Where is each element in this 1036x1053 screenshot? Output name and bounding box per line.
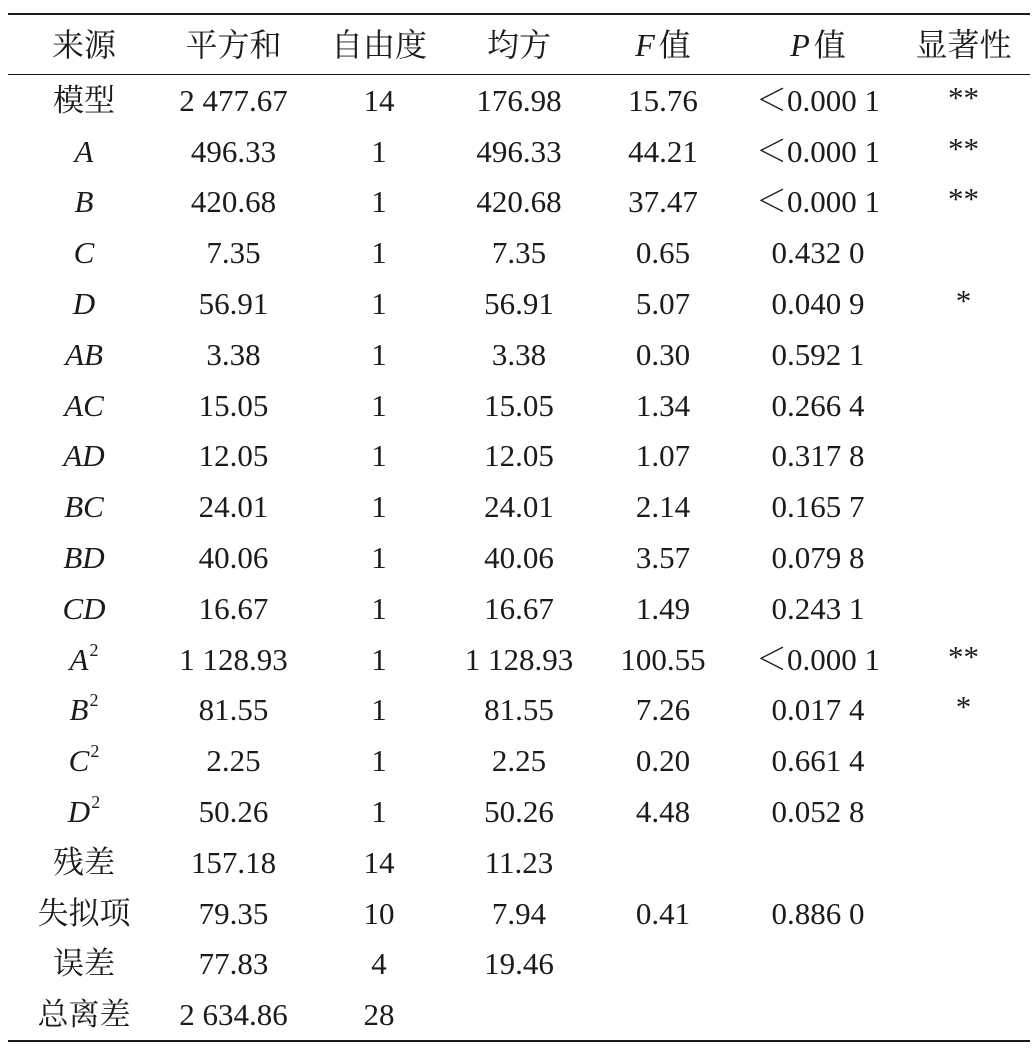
table-row — [8, 685, 1030, 736]
term-label: BC — [64, 489, 104, 525]
cell-sum-of-squares: 496.33 — [190, 133, 277, 169]
source-label: 总离差 — [37, 997, 131, 1033]
header-significance — [897, 26, 1030, 63]
cell-mean-square: 496.33 — [476, 133, 562, 169]
cell-mean-square: 7.35 — [491, 235, 547, 271]
cell-p-value: ＜0.000 1 — [756, 184, 880, 220]
cell-df: 1 — [371, 540, 387, 576]
cell-df: 1 — [371, 336, 387, 372]
term-label: D — [72, 286, 96, 322]
cell-mean-square: 16.67 — [484, 590, 554, 626]
cell-df: 1 — [371, 590, 387, 626]
cell-sum-of-squares: 2 477.67 — [179, 82, 288, 118]
cell-f-value: 0.41 — [635, 895, 691, 931]
cell-df: 1 — [371, 387, 387, 423]
cell-df: 1 — [371, 235, 387, 271]
cell-p-value: 0.317 8 — [771, 438, 865, 474]
cell-p-value: 0.243 1 — [771, 590, 865, 626]
cell-p-value: 0.266 4 — [771, 387, 865, 423]
source-label: 模型 — [53, 82, 115, 118]
cell-sum-of-squares: 56.91 — [198, 286, 269, 322]
cell-f-value: 0.65 — [635, 235, 691, 271]
table-row — [8, 278, 1030, 329]
cell-source — [8, 540, 160, 576]
cell-p-value: 0.017 4 — [771, 692, 865, 728]
table-row — [8, 583, 1030, 634]
cell-mean-square: 24.01 — [484, 489, 554, 525]
cell-mean-square: 420.68 — [476, 184, 562, 220]
term-label: AB — [65, 336, 103, 372]
cell-source — [8, 895, 160, 931]
table-row — [8, 431, 1030, 482]
term-label: B — [69, 692, 89, 728]
cell-p-value: 0.052 8 — [771, 794, 865, 830]
header-mean-square-label: 均方 — [486, 26, 551, 63]
cell-f-value: 1.07 — [635, 438, 691, 474]
cell-f-value: 5.07 — [635, 286, 691, 322]
cell-sum-of-squares: 79.35 — [198, 895, 269, 931]
header-f-symbol: F — [635, 26, 655, 63]
cell-source — [8, 133, 160, 169]
cell-f-value: 0.20 — [635, 743, 691, 779]
cell-f-value: 3.57 — [635, 540, 691, 576]
cell-sum-of-squares: 3.38 — [206, 336, 261, 372]
term-label: C — [73, 235, 95, 271]
cell-mean-square: 50.26 — [484, 794, 554, 830]
source-label: 误差 — [53, 946, 115, 982]
cell-df: 1 — [371, 489, 387, 525]
cell-df: 1 — [371, 184, 387, 220]
header-sum-of-squares-label: 平方和 — [185, 26, 282, 63]
cell-sum-of-squares: 2 634.86 — [179, 997, 288, 1033]
cell-mean-square: 3.38 — [491, 336, 547, 372]
source-label: 失拟项 — [37, 895, 131, 931]
header-df-label: 自由度 — [330, 26, 427, 63]
cell-f-value: 15.76 — [628, 82, 698, 118]
table-row — [8, 786, 1030, 837]
cell-f-value: 37.47 — [628, 184, 698, 220]
cell-source — [8, 741, 160, 779]
cell-p-value: ＜0.000 1 — [756, 133, 880, 169]
cell-source — [8, 946, 160, 982]
cell-mean-square: 2.25 — [491, 743, 547, 779]
cell-sum-of-squares: 2.25 — [206, 743, 261, 779]
cell-p-value: 0.165 7 — [771, 489, 865, 525]
header-sum-of-squares — [160, 26, 307, 63]
cell-sum-of-squares: 77.83 — [198, 946, 269, 982]
term-label: B — [74, 184, 94, 220]
cell-source — [8, 286, 160, 322]
cell-f-value: 1.34 — [635, 387, 691, 423]
term-label: C — [68, 743, 90, 779]
header-p-label: 值 — [813, 26, 846, 63]
cell-p-value: 0.661 4 — [771, 743, 865, 779]
table-body — [8, 75, 1030, 1040]
cell-mean-square: 11.23 — [484, 844, 554, 880]
cell-sum-of-squares: 16.67 — [198, 590, 269, 626]
cell-p-value: 0.079 8 — [771, 540, 865, 576]
cell-source — [8, 184, 160, 220]
table-row — [8, 735, 1030, 786]
cell-df: 1 — [371, 743, 387, 779]
cell-mean-square: 12.05 — [484, 438, 554, 474]
header-f-value — [587, 26, 739, 63]
cell-p-value: 0.886 0 — [771, 895, 865, 931]
cell-sum-of-squares: 15.05 — [198, 387, 269, 423]
term-label: A — [69, 641, 89, 677]
cell-df: 4 — [371, 946, 387, 982]
cell-df: 1 — [371, 438, 387, 474]
cell-source — [8, 792, 160, 830]
cell-p-value: 0.040 9 — [771, 286, 865, 322]
header-p-symbol: P — [790, 26, 810, 63]
cell-df: 1 — [371, 794, 387, 830]
table-row — [8, 177, 1030, 228]
term-label: AC — [64, 387, 104, 423]
cell-source — [8, 438, 160, 474]
term-label: CD — [62, 590, 106, 626]
cell-mean-square: 15.05 — [484, 387, 554, 423]
cell-source — [8, 489, 160, 525]
term-exponent: 2 — [89, 690, 99, 711]
cell-significance: * — [955, 689, 972, 725]
cell-df: 14 — [363, 844, 395, 880]
header-source-label: 来源 — [51, 26, 116, 63]
table-row — [8, 126, 1030, 177]
table-row — [8, 481, 1030, 532]
cell-sum-of-squares: 12.05 — [198, 438, 269, 474]
cell-mean-square: 19.46 — [484, 946, 554, 982]
cell-df: 1 — [371, 692, 387, 728]
table-row — [8, 888, 1030, 939]
cell-source — [8, 639, 160, 677]
cell-df: 28 — [363, 997, 395, 1033]
cell-significance: * — [955, 283, 972, 319]
table-row — [8, 227, 1030, 278]
table-row — [8, 989, 1030, 1040]
cell-sum-of-squares: 7.35 — [206, 235, 261, 271]
table-row — [8, 837, 1030, 888]
cell-f-value: 1.49 — [635, 590, 691, 626]
cell-df: 1 — [371, 133, 387, 169]
cell-df: 1 — [371, 641, 387, 677]
table-row — [8, 939, 1030, 990]
header-significance-label: 显著性 — [915, 26, 1012, 63]
cell-significance: ** — [948, 130, 979, 166]
cell-source — [8, 590, 160, 626]
cell-f-value: 100.55 — [620, 641, 706, 677]
header-p-value — [739, 26, 897, 63]
term-exponent: 2 — [90, 741, 100, 762]
cell-p-value: 0.432 0 — [771, 235, 865, 271]
cell-significance: ** — [948, 181, 979, 217]
header-f-label: 值 — [658, 26, 691, 63]
header-df — [307, 26, 451, 63]
cell-source — [8, 336, 160, 372]
cell-source — [8, 844, 160, 880]
cell-significance: ** — [948, 79, 979, 115]
cell-f-value: 7.26 — [635, 692, 691, 728]
cell-f-value: 0.30 — [635, 336, 691, 372]
term-label: BD — [63, 540, 105, 576]
term-exponent: 2 — [89, 639, 99, 660]
table-header-row — [8, 15, 1030, 75]
term-label: A — [74, 133, 94, 169]
term-label: AD — [63, 438, 105, 474]
cell-sum-of-squares: 420.68 — [190, 184, 277, 220]
cell-f-value: 44.21 — [628, 133, 698, 169]
term-label: D — [67, 794, 91, 830]
cell-source — [8, 690, 160, 728]
cell-f-value: 4.48 — [635, 794, 691, 830]
cell-mean-square: 176.98 — [476, 82, 562, 118]
term-exponent: 2 — [91, 792, 101, 813]
cell-mean-square: 81.55 — [484, 692, 554, 728]
cell-mean-square: 56.91 — [484, 286, 554, 322]
cell-df: 14 — [363, 82, 395, 118]
cell-df: 1 — [371, 286, 387, 322]
source-label: 残差 — [53, 844, 115, 880]
table-row — [8, 634, 1030, 685]
cell-mean-square: 7.94 — [491, 895, 547, 931]
cell-p-value: 0.592 1 — [771, 336, 865, 372]
cell-source — [8, 82, 160, 118]
cell-sum-of-squares: 81.55 — [198, 692, 269, 728]
table-row — [8, 380, 1030, 431]
cell-sum-of-squares: 157.18 — [190, 844, 277, 880]
cell-mean-square: 1 128.93 — [464, 641, 574, 677]
cell-source — [8, 235, 160, 271]
cell-significance: ** — [948, 638, 979, 674]
cell-p-value: ＜0.000 1 — [756, 82, 880, 118]
table-row — [8, 532, 1030, 583]
cell-sum-of-squares: 24.01 — [198, 489, 269, 525]
table-row — [8, 329, 1030, 380]
table-row — [8, 75, 1030, 126]
cell-mean-square: 40.06 — [484, 540, 554, 576]
header-source — [8, 26, 160, 63]
cell-sum-of-squares: 1 128.93 — [179, 641, 288, 677]
cell-sum-of-squares: 40.06 — [198, 540, 269, 576]
cell-p-value: ＜0.000 1 — [756, 641, 880, 677]
anova-table — [8, 13, 1030, 1042]
cell-source — [8, 387, 160, 423]
header-mean-square — [451, 26, 587, 63]
cell-f-value: 2.14 — [635, 489, 691, 525]
cell-sum-of-squares: 50.26 — [198, 794, 269, 830]
cell-source — [8, 997, 160, 1033]
cell-df: 10 — [363, 895, 395, 931]
